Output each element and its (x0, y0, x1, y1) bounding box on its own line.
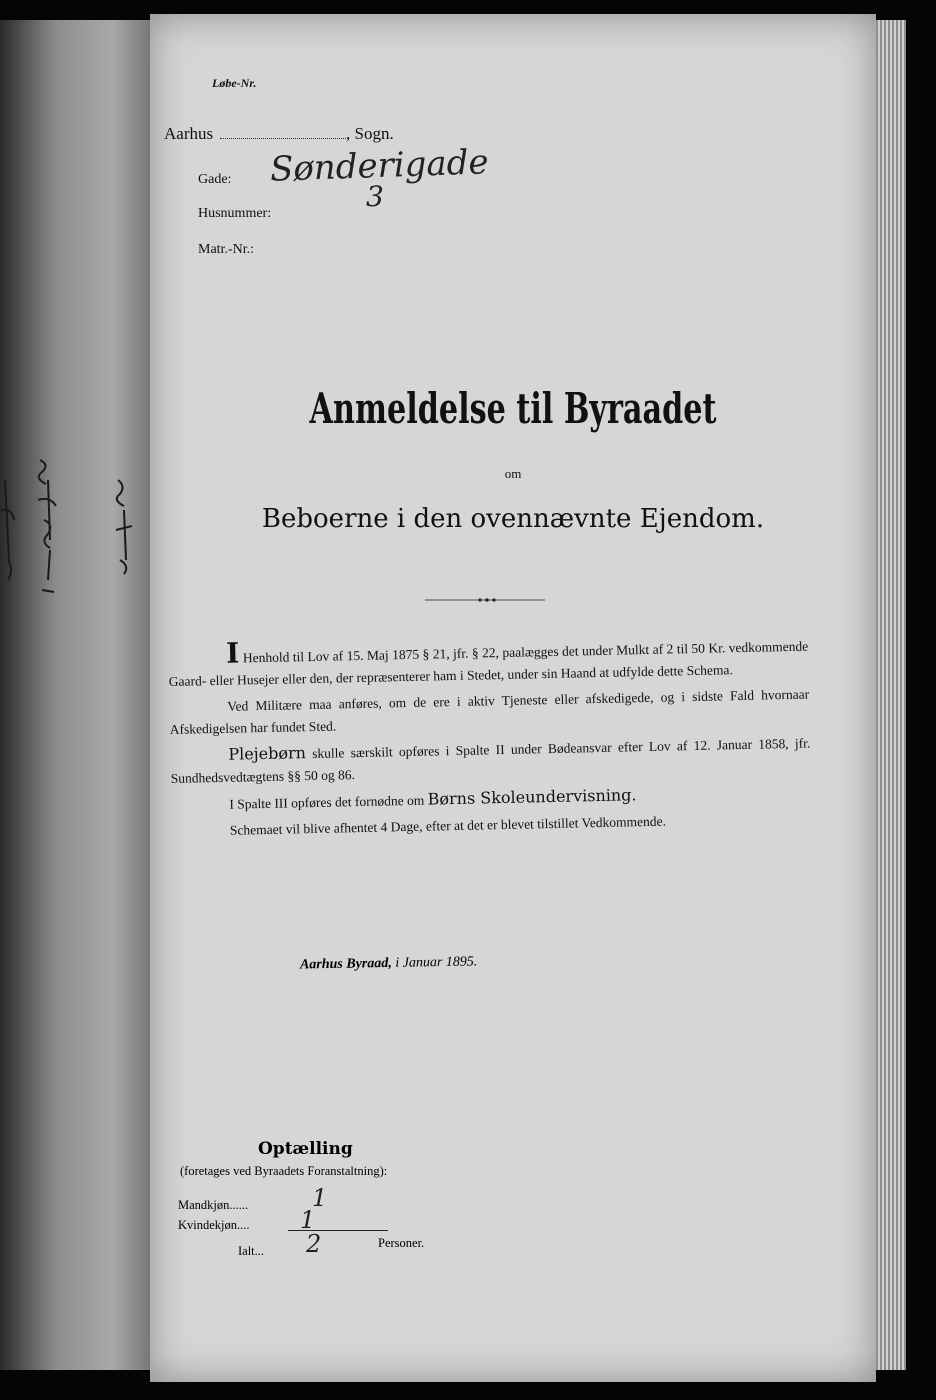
husnummer-label: Husnummer: (198, 206, 272, 221)
sogn-label: , Sogn. (346, 124, 394, 143)
instruction-paragraph-2: Ved Militære maa anføres, om de ere i aktiv Tjeneste eller afskedigede, og i sidste Fald hvornaar Afskedigelsen har fundet Sted. (169, 686, 810, 737)
left-page-handwritten-notes (0, 450, 150, 610)
ialt-value: 2 (306, 1230, 322, 1258)
husnummer-value: 3 (366, 180, 384, 213)
gade-label: Gade: (198, 172, 232, 187)
ornament-divider (425, 598, 545, 602)
matr-nr-label: Matr.-Nr.: (198, 242, 254, 257)
tally-subtitle: (foretages ved Byraadets Foranstaltning): (180, 1164, 388, 1178)
personer-label: Personer. (378, 1236, 425, 1250)
ialt-label: Ialt... (238, 1244, 265, 1258)
lobe-nr-label: Løbe-Nr. (212, 76, 257, 90)
signature-date: i Januar 1895. (395, 954, 478, 971)
left-page (0, 20, 160, 1370)
instruction-paragraph-5: Schemaet vil blive afhentet 4 Dage, efter at det er blevet tilstillet Vedkommende. (229, 813, 667, 838)
signature-authority: Aarhus Byraad, (299, 955, 392, 973)
drop-cap: I (225, 636, 240, 670)
instruction-paragraph-3: skulle særskilt opføres i Spalte II under Bødeansvar efter Lov af 12. Januar 1858, jfr. Sundhedsvedtægtens §§ 50 og 86. (170, 735, 811, 786)
document-title: Anmeldelse til Byraadet (309, 384, 717, 433)
signature-line (300, 954, 478, 973)
plejeborn-lead: Plejebørn (228, 743, 307, 764)
instruction-paragraph-4a: I Spalte III opføres det fornødne om (229, 792, 425, 812)
instruction-paragraph-4b: Børns Skoleundervisning. (427, 785, 637, 809)
sum-line (288, 1230, 388, 1231)
title-om: om (504, 466, 522, 481)
mandkjon-label: Mandkjøn...... (178, 1198, 249, 1212)
sogn-fill-line (220, 138, 346, 139)
kvindekjon-label: Kvindekjøn.... (178, 1218, 250, 1232)
instructions-text (168, 631, 812, 847)
instruction-paragraph-1: Henhold til Lov af 15. Maj 1875 § 21, jfr. § 22, paalægges det under Mulkt af 2 til 50 Kr. vedkommende Gaard- eller Husejer eller den, der repræsenterer ham i Stedet, under sin Haand at udfylde dette Schema. (168, 638, 809, 689)
document-subtitle: Beboerne i den ovennævnte Ejendom. (261, 504, 765, 534)
mandkjon-value: 1 (312, 1184, 328, 1212)
document-page (150, 14, 876, 1382)
city-label: Aarhus (164, 124, 214, 143)
kvindekjon-value: 1 (300, 1206, 316, 1234)
tally-title: Optælling (258, 1139, 353, 1159)
gade-value: Sønderigade (269, 142, 490, 190)
